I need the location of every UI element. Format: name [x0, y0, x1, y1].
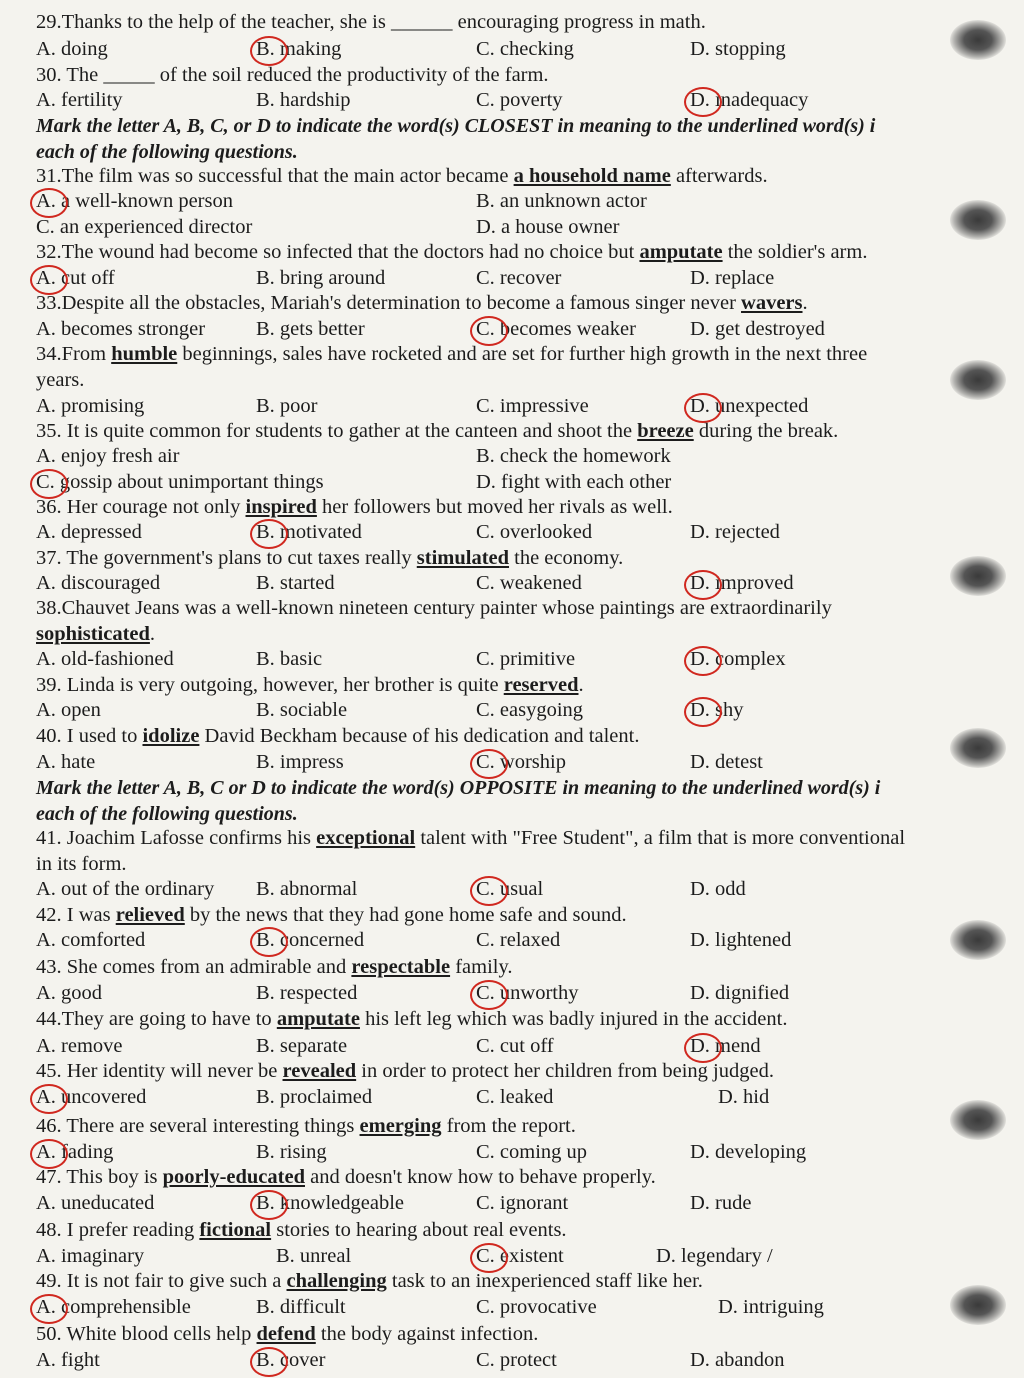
pen-circle-mark [250, 1347, 288, 1377]
underlined-word: breeze [637, 420, 694, 442]
option-label: D. abandon [690, 1349, 785, 1371]
question-text: 32.The wound had become so infected that the doctors had no choice but [36, 241, 640, 263]
option-label: B. making [256, 38, 341, 60]
option-label: D. legendary / [656, 1245, 773, 1267]
question-text: 42. I was [36, 904, 116, 926]
option-label: A. doing [36, 38, 108, 60]
question-text: during the break. [693, 420, 839, 442]
answer-option[interactable] [476, 266, 561, 291]
option-label: A. enjoy fresh air [36, 445, 180, 467]
answer-option[interactable] [256, 877, 357, 902]
question-text: by the news that they had gone home safe and sound. [184, 904, 627, 926]
option-label: D. stopping [690, 38, 786, 60]
question-text: 47. This boy is [36, 1166, 163, 1188]
answer-option[interactable] [476, 1140, 587, 1165]
answer-option[interactable] [36, 571, 160, 596]
answer-option[interactable] [256, 698, 347, 723]
option-label: B. unreal [276, 1245, 352, 1267]
answer-option[interactable] [476, 444, 671, 469]
pen-circle-mark [684, 87, 722, 117]
question-text: years. [36, 369, 85, 391]
question-stem-continued [36, 368, 964, 393]
question-text: David Beckham because of his dedication and talent. [199, 725, 640, 747]
underlined-word: poorly-educated [162, 1166, 305, 1188]
pen-circle-mark [30, 1084, 68, 1114]
question-text: 43. She comes from an admirable and [36, 956, 352, 978]
underlined-word: idolize [142, 725, 200, 747]
option-label: C. leaked [476, 1086, 554, 1108]
option-label: B. impress [256, 751, 344, 773]
answer-option[interactable] [476, 647, 575, 672]
answer-option[interactable] [36, 189, 233, 214]
option-label: A. fertility [36, 89, 123, 111]
underlined-word: fictional [199, 1219, 272, 1241]
answer-option[interactable] [256, 647, 322, 672]
option-label: C. protect [476, 1349, 557, 1371]
answer-option[interactable] [476, 698, 583, 723]
option-label: B. rising [256, 1141, 327, 1163]
answer-option[interactable] [690, 1348, 785, 1373]
option-label: B. bring around [256, 267, 386, 289]
ink-stain-decoration [950, 920, 1006, 960]
option-label: A. imaginary [36, 1245, 145, 1267]
question-text: family. [450, 956, 513, 978]
option-label: A. fading [36, 1141, 113, 1163]
answer-option[interactable] [256, 37, 341, 62]
question-text: 31.The film was so successful that the main actor became [36, 165, 514, 187]
answer-option[interactable] [690, 266, 774, 291]
underlined-word: humble [111, 343, 178, 365]
question-text: talent with "Free Student", a film that is more conventional [415, 827, 906, 849]
question-text: 39. Linda is very outgoing, however, her brother is quite [36, 674, 504, 696]
answer-option[interactable] [476, 1085, 553, 1110]
option-label: B. started [256, 572, 335, 594]
option-label: B. abnormal [256, 878, 358, 900]
question-text: his left leg which was badly injured in the accident. [359, 1008, 788, 1030]
answer-option[interactable] [256, 520, 362, 545]
question-text: 44.They are going to have to [36, 1008, 277, 1030]
option-label: A. depressed [36, 521, 142, 543]
answer-option[interactable] [690, 37, 786, 62]
answer-option[interactable] [36, 647, 174, 672]
ink-stain-decoration [950, 728, 1006, 768]
option-label: A. comprehensible [36, 1296, 191, 1318]
option-label: C. poverty [476, 89, 563, 111]
question-stem [36, 546, 964, 571]
section-instruction: Mark the letter A, B, C or D to indicate the word(s) OPPOSITE in meaning to the underlined word(s) i [36, 777, 881, 799]
underlined-word: challenging [286, 1270, 387, 1292]
option-label: C. coming up [476, 1141, 588, 1163]
answer-option[interactable] [36, 1244, 144, 1269]
option-label: C. usual [476, 878, 543, 900]
question-stem [36, 63, 964, 88]
pen-circle-mark [684, 646, 722, 676]
answer-option[interactable] [690, 317, 825, 342]
answer-option[interactable] [476, 470, 671, 495]
question-stem [36, 240, 964, 265]
answer-option[interactable] [256, 1085, 372, 1110]
ink-stain-decoration [950, 1100, 1006, 1140]
option-label: D. a house owner [476, 216, 620, 238]
option-label: A. fight [36, 1349, 100, 1371]
answer-option[interactable] [256, 1140, 327, 1165]
option-label: A. comforted [36, 929, 146, 951]
answer-option[interactable] [36, 981, 102, 1006]
answer-option[interactable] [36, 470, 324, 495]
answer-option[interactable] [690, 698, 744, 723]
answer-option[interactable] [718, 1295, 824, 1320]
question-stem [36, 1269, 964, 1294]
answer-option[interactable] [36, 1191, 154, 1216]
answer-option[interactable] [690, 647, 786, 672]
option-label: B. proclaimed [256, 1086, 373, 1108]
pen-circle-mark [470, 980, 508, 1010]
answer-option[interactable] [690, 394, 808, 419]
option-label: A. open [36, 699, 101, 721]
question-text: 38.Chauvet Jeans was a well-known nineteen century painter whose paintings are extraordinarily [36, 597, 832, 619]
question-stem [36, 419, 964, 444]
underlined-word: emerging [359, 1115, 442, 1137]
option-label: B. motivated [256, 521, 362, 543]
answer-option[interactable] [256, 1034, 347, 1059]
underlined-word: wavers [741, 292, 803, 314]
answer-option[interactable] [36, 698, 101, 723]
answer-option[interactable] [718, 1085, 769, 1110]
question-stem [36, 164, 964, 189]
question-text: task to an inexperienced staff like her. [386, 1270, 703, 1292]
option-label: C. becomes weaker [476, 318, 636, 340]
question-text: 48. I prefer reading [36, 1219, 200, 1241]
option-label: A. a well-known person [36, 190, 233, 212]
question-stem [36, 495, 964, 520]
option-label: C. an experienced director [36, 216, 253, 238]
answer-option[interactable] [476, 928, 560, 953]
option-label: C. existent [476, 1245, 564, 1267]
answer-option[interactable] [256, 928, 364, 953]
question-stem [36, 1165, 964, 1190]
question-stem [36, 724, 964, 749]
option-label: D. improved [690, 572, 794, 594]
underlined-word: reserved [503, 674, 579, 696]
question-text: the soldier's arm. [722, 241, 868, 263]
answer-option[interactable] [256, 1348, 325, 1373]
question-text: from the report. [441, 1115, 576, 1137]
underlined-word: stimulated [416, 547, 510, 569]
question-text: in order to protect her children from being judged. [356, 1060, 774, 1082]
answer-option[interactable] [36, 317, 205, 342]
pen-circle-mark [684, 697, 722, 727]
option-label: C. relaxed [476, 929, 561, 951]
option-label: D. hid [718, 1086, 770, 1108]
option-label: A. old-fashioned [36, 648, 174, 670]
option-label: C. ignorant [476, 1192, 569, 1214]
answer-option[interactable] [690, 877, 746, 902]
option-label: A. hate [36, 751, 96, 773]
answer-option[interactable] [36, 394, 144, 419]
option-label: C. overlooked [476, 521, 593, 543]
question-text: 41. Joachim Lafosse confirms his [36, 827, 317, 849]
answer-option[interactable] [36, 750, 95, 775]
option-label: A. discouraged [36, 572, 161, 594]
question-stem [36, 673, 964, 698]
answer-option[interactable] [476, 1295, 597, 1320]
pen-circle-mark [250, 1190, 288, 1220]
question-text: the body against infection. [315, 1323, 539, 1345]
question-stem [36, 1007, 964, 1032]
question-text: 36. Her courage not only [36, 496, 246, 518]
option-label: A. out of the ordinary [36, 878, 215, 900]
option-label: D. complex [690, 648, 786, 670]
pen-circle-mark [470, 749, 508, 779]
option-label: B. hardship [256, 89, 351, 111]
question-text: 46. There are several interesting things [36, 1115, 360, 1137]
question-text: 50. White blood cells help [36, 1323, 257, 1345]
option-label: C. checking [476, 38, 574, 60]
option-label: D. developing [690, 1141, 807, 1163]
option-label: D. get destroyed [690, 318, 825, 340]
option-label: B. sociable [256, 699, 348, 721]
answer-option[interactable] [256, 317, 365, 342]
ink-stain-decoration [950, 556, 1006, 596]
question-stem [36, 1322, 964, 1347]
question-stem [36, 596, 964, 621]
question-text: the economy. [509, 547, 624, 569]
question-stem [36, 342, 964, 367]
question-text: 29.Thanks to the help of the teacher, she is ______ encouraging progress in math. [36, 11, 706, 33]
pen-circle-mark [470, 876, 508, 906]
question-text: in its form. [36, 853, 127, 875]
section-instruction: each of the following questions. [36, 803, 298, 825]
option-label: B. poor [256, 395, 318, 417]
question-stem [36, 1059, 964, 1084]
answer-option[interactable] [690, 750, 763, 775]
question-stem [36, 10, 964, 35]
option-label: C. provocative [476, 1296, 597, 1318]
answer-option[interactable] [36, 1348, 100, 1373]
option-label: D. detest [690, 751, 763, 773]
option-label: A. remove [36, 1035, 123, 1057]
option-label: C. primitive [476, 648, 576, 670]
option-label: D. rude [690, 1192, 752, 1214]
option-label: D. mend [690, 1035, 761, 1057]
answer-option[interactable] [690, 1140, 806, 1165]
option-label: B. gets better [256, 318, 365, 340]
question-text: afterwards. [670, 165, 768, 187]
question-text: 33.Despite all the obstacles, Mariah's determination to become a famous singer never [36, 292, 742, 314]
pen-circle-mark [250, 36, 288, 66]
option-label: C. gossip about unimportant things [36, 471, 324, 493]
option-label: B. cover [256, 1349, 325, 1371]
pen-circle-mark [250, 927, 288, 957]
question-text: beginnings, sales have rocketed and are set for further high growth in the next three [177, 343, 868, 365]
answer-option[interactable] [256, 1191, 404, 1216]
question-text: . [149, 623, 156, 645]
question-text: 45. Her identity will never be [36, 1060, 283, 1082]
answer-option[interactable] [36, 37, 108, 62]
answer-option[interactable] [36, 215, 252, 240]
question-stem [36, 1218, 964, 1243]
question-stem [36, 903, 964, 928]
question-text: and doesn't know how to behave properly. [304, 1166, 656, 1188]
ink-stain-decoration [950, 200, 1006, 240]
option-label: C. worship [476, 751, 566, 773]
option-label: D. rejected [690, 521, 780, 543]
question-text: stories to hearing about real events. [271, 1219, 567, 1241]
answer-option[interactable] [476, 571, 582, 596]
option-label: D. inadequacy [690, 89, 808, 111]
answer-option[interactable] [476, 215, 619, 240]
answer-option[interactable] [690, 928, 791, 953]
answer-option[interactable] [476, 877, 543, 902]
ink-stain-decoration [950, 20, 1006, 60]
answer-option[interactable] [36, 1295, 191, 1320]
underlined-word: sophisticated [36, 623, 150, 645]
answer-option[interactable] [690, 981, 789, 1006]
option-label: A. uncovered [36, 1086, 146, 1108]
question-stem [36, 291, 964, 316]
question-text: . [802, 292, 808, 314]
option-label: D. dignified [690, 982, 790, 1004]
answer-option[interactable] [36, 877, 214, 902]
question-text: . [578, 674, 584, 696]
ink-stain-decoration [950, 1285, 1006, 1325]
answer-option[interactable] [36, 444, 179, 469]
answer-option[interactable] [256, 394, 318, 419]
answer-option[interactable] [476, 981, 579, 1006]
answer-option[interactable] [36, 266, 115, 291]
answer-option[interactable] [36, 928, 145, 953]
answer-option[interactable] [690, 1191, 751, 1216]
underlined-word: relieved [115, 904, 185, 926]
answer-option[interactable] [476, 1244, 564, 1269]
option-label: C. cut off [476, 1035, 554, 1057]
underlined-word: amputate [639, 241, 723, 263]
question-stem-continued [36, 622, 964, 647]
answer-option[interactable] [256, 266, 385, 291]
answer-option[interactable] [476, 317, 636, 342]
underlined-word: defend [256, 1323, 316, 1345]
answer-option[interactable] [36, 1140, 113, 1165]
answer-option[interactable] [276, 1244, 351, 1269]
answer-option[interactable] [36, 1085, 146, 1110]
question-text: 30. The _____ of the soil reduced the productivity of the farm. [36, 64, 549, 86]
answer-option[interactable] [256, 750, 344, 775]
option-label: B. an unknown actor [476, 190, 647, 212]
section-instruction: Mark the letter A, B, C, or D to indicate the word(s) CLOSEST in meaning to the underlined word(s) i [36, 115, 876, 137]
underlined-word: amputate [276, 1008, 360, 1030]
option-label: C. recover [476, 267, 562, 289]
question-stem-continued [36, 852, 964, 877]
option-label: D. intriguing [718, 1296, 824, 1318]
option-label: A. promising [36, 395, 145, 417]
question-text: 49. It is not fair to give such a [36, 1270, 287, 1292]
option-label: D. lightened [690, 929, 792, 951]
question-text: 37. The government's plans to cut taxes really [36, 547, 417, 569]
option-label: A. becomes stronger [36, 318, 206, 340]
answer-option[interactable] [476, 394, 589, 419]
answer-option[interactable] [476, 88, 563, 113]
option-label: B. basic [256, 648, 323, 670]
option-label: B. separate [256, 1035, 348, 1057]
answer-option[interactable] [36, 1034, 123, 1059]
answer-option[interactable] [690, 88, 808, 113]
option-label: D. fight with each other [476, 471, 672, 493]
option-label: B. check the homework [476, 445, 671, 467]
option-label: A. uneducated [36, 1192, 155, 1214]
answer-option[interactable] [476, 750, 566, 775]
option-label: D. unexpected [690, 395, 808, 417]
option-label: C. easygoing [476, 699, 584, 721]
option-label: B. respected [256, 982, 358, 1004]
pen-circle-mark [30, 188, 68, 218]
underlined-word: respectable [351, 956, 451, 978]
answer-option[interactable] [36, 88, 123, 113]
question-text: her followers but moved her rivals as well. [316, 496, 673, 518]
answer-option[interactable] [476, 1191, 568, 1216]
answer-option[interactable] [476, 520, 592, 545]
underlined-word: inspired [245, 496, 317, 518]
option-label: C. weakened [476, 572, 582, 594]
option-label: B. knowledgeable [256, 1192, 404, 1214]
option-label: A. cut off [36, 267, 115, 289]
question-text: 34.From [36, 343, 112, 365]
question-stem [36, 826, 964, 851]
question-text: 40. I used to [36, 725, 143, 747]
answer-option[interactable] [476, 189, 647, 214]
question-stem [36, 955, 964, 980]
option-label: D. replace [690, 267, 775, 289]
option-label: D. odd [690, 878, 746, 900]
ink-stain-decoration [950, 360, 1006, 400]
answer-option[interactable] [476, 1348, 557, 1373]
pen-circle-mark [30, 1294, 68, 1324]
underlined-word: a household name [513, 165, 671, 187]
option-label: B. concerned [256, 929, 364, 951]
answer-option[interactable] [690, 571, 794, 596]
answer-option[interactable] [256, 571, 335, 596]
answer-option[interactable] [36, 520, 142, 545]
option-label: C. unworthy [476, 982, 579, 1004]
answer-option[interactable] [256, 981, 357, 1006]
answer-option[interactable] [656, 1244, 773, 1269]
answer-option[interactable] [256, 1295, 346, 1320]
answer-option[interactable] [256, 88, 351, 113]
pen-circle-mark [250, 519, 288, 549]
question-text: 35. It is quite common for students to gather at the canteen and shoot the [36, 420, 638, 442]
section-instruction: each of the following questions. [36, 141, 298, 163]
answer-option[interactable] [476, 37, 574, 62]
option-label: D. shy [690, 699, 744, 721]
answer-option[interactable] [690, 1034, 761, 1059]
option-label: A. good [36, 982, 103, 1004]
answer-option[interactable] [476, 1034, 554, 1059]
option-label: B. difficult [256, 1296, 346, 1318]
answer-option[interactable] [690, 520, 780, 545]
option-label: C. impressive [476, 395, 589, 417]
question-stem [36, 1114, 964, 1139]
underlined-word: exceptional [316, 827, 416, 849]
underlined-word: revealed [282, 1060, 357, 1082]
